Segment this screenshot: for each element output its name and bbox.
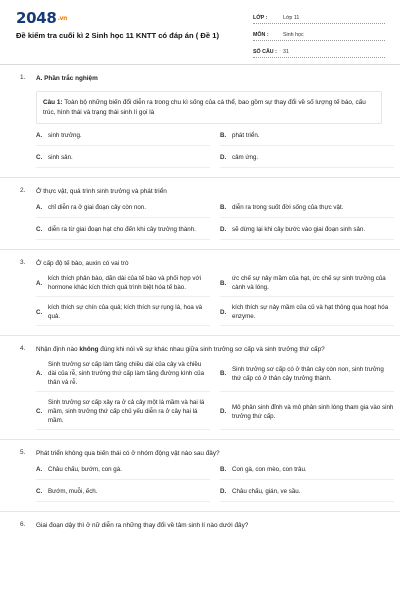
question-number: 3. <box>20 259 26 266</box>
question-text: Giai đoạn dậy thì ở nữ diễn ra những thay đổi về tâm sinh lí nào dưới đây? <box>36 522 249 529</box>
option-letter: A. <box>36 132 43 139</box>
header <box>0 0 400 65</box>
answer-option-a[interactable] <box>36 202 210 218</box>
meta-row-count <box>253 43 385 58</box>
option-text: Sinh trưởng sơ cấp có ở thân cây còn non, sinh trưởng thứ cấp có ở thân cây trưởng thành. <box>232 365 384 382</box>
answer-option-b[interactable] <box>220 274 394 297</box>
option-text: kích thích phân bào, dãn dài của tế bào và phối hợp với hormone khác kích thích quá trình biệt hóa tế bào. <box>48 275 201 291</box>
meta-value: Lớp 11 <box>283 15 300 21</box>
option-text: phát triển. <box>232 132 260 139</box>
option-letter: D. <box>220 308 227 316</box>
divider <box>0 335 400 336</box>
question-text: Ở cấp độ tế bào, auxin có vai trò <box>36 260 129 267</box>
section-title: A. Phần trắc nghiệm <box>36 75 98 82</box>
option-letter: C. <box>36 154 43 161</box>
answer-option-a[interactable] <box>36 274 210 297</box>
question-number: 6. <box>20 521 26 528</box>
meta-value: Sinh học <box>283 32 304 38</box>
option-text: Sinh trưởng sơ cấp làm tăng chiều dài của cây và chiều dài của rễ, sinh trưởng thứ cấp làm tăng đường kính của thân và rễ. <box>48 361 205 386</box>
divider <box>0 249 400 250</box>
option-letter: A. <box>36 466 43 473</box>
answer-option-a[interactable] <box>36 464 210 480</box>
option-letter: C. <box>36 226 43 233</box>
option-text: Châu chấu, gián, ve sầu. <box>232 488 301 495</box>
meta-info <box>253 9 385 60</box>
answer-option-c[interactable] <box>36 152 210 168</box>
option-text: Sinh trưởng sơ cấp xảy ra ở cả cây một lá mầm và hai lá mầm, sinh trưởng thứ cấp chủ yếu diễn ra ở cây hai lá mầm. <box>48 399 205 424</box>
option-text: cảm ứng. <box>232 154 259 161</box>
divider <box>0 511 400 512</box>
answer-option-c[interactable] <box>36 486 210 502</box>
question-number: 1. <box>20 74 26 81</box>
answer-option-c[interactable] <box>36 224 210 240</box>
logo-main: 2048 <box>16 9 57 27</box>
option-letter: A. <box>36 370 43 377</box>
question-1 <box>20 74 382 168</box>
option-letter: D. <box>220 226 227 233</box>
option-letter: B. <box>220 132 227 139</box>
option-letter: B. <box>220 279 227 287</box>
option-text: diễn ra từ giai đoạn hạt cho đến khi cây trưởng thành. <box>48 226 196 233</box>
answer-options <box>36 274 389 326</box>
question-text-part: đúng khi nói về sự khác nhau giữa sinh trưởng sơ cấp và sinh trưởng thứ cấp? <box>98 346 325 353</box>
question-number: 5. <box>20 449 26 456</box>
option-text: Con gà, con mèo, con trâu. <box>232 466 307 473</box>
option-text: ức chế sự nảy mầm của hạt, ức chế sự sinh trưởng của cành và lóng. <box>232 275 386 291</box>
answer-option-d[interactable] <box>220 398 394 430</box>
option-letter: B. <box>220 466 227 473</box>
answer-option-d[interactable] <box>220 152 394 168</box>
answer-options <box>36 360 394 430</box>
question-label: Câu 1: <box>43 99 63 106</box>
meta-row-class <box>253 9 385 24</box>
question-text-emphasis: không <box>79 346 99 353</box>
answer-option-d[interactable] <box>220 224 394 240</box>
option-letter: D. <box>220 488 227 495</box>
answer-options <box>36 202 382 240</box>
answer-option-c[interactable] <box>36 398 210 430</box>
question-number: 4. <box>20 345 26 352</box>
answer-option-b[interactable] <box>220 464 394 480</box>
question-text: Phát triển không qua biến thái có ở nhóm động vật nào sau đây? <box>36 450 220 457</box>
option-text: kích thích sự chín của quả; kích thích sự rụng lá, hoa và quả. <box>48 304 203 320</box>
option-text: sinh trưởng. <box>48 132 82 139</box>
question-text: Toàn bộ những biến đổi diễn ra trong chu kì sống của cá thể, bao gồm sự thay đổi về số lượng tế bào, cấu trúc, hình thái và trạng thái sinh lí gọi là <box>43 99 366 116</box>
option-text: sinh sản. <box>48 154 73 161</box>
option-letter: C. <box>36 488 43 495</box>
option-letter: D. <box>220 154 227 161</box>
answer-option-b[interactable] <box>220 202 394 218</box>
meta-key: SỐ CÂU : <box>253 49 277 55</box>
option-text: Mô phân sinh đỉnh và mô phân sinh lóng tham gia vào sinh trưởng thứ cấp. <box>232 403 394 420</box>
option-text: chỉ diễn ra ở giai đoạn cây còn non. <box>48 204 146 211</box>
option-text: sẽ dừng lại khi cây bước vào giai đoạn sinh sản. <box>232 226 366 233</box>
document-title: Đề kiểm tra cuối kì 2 Sinh học 11 KNTT có đáp án ( Đề 1) <box>16 31 219 40</box>
option-letter: B. <box>220 370 227 377</box>
meta-value: 31 <box>283 49 289 55</box>
logo-suffix: .vn <box>57 15 68 22</box>
answer-option-d[interactable] <box>220 303 394 326</box>
answer-option-a[interactable] <box>36 130 210 146</box>
answer-options <box>36 464 382 502</box>
meta-key: LỚP : <box>253 15 268 21</box>
meta-row-subject <box>253 26 385 41</box>
option-letter: C. <box>36 308 43 316</box>
meta-key: MÔN : <box>253 32 269 38</box>
answer-option-b[interactable] <box>220 360 394 392</box>
option-letter: A. <box>36 279 43 287</box>
site-logo[interactable] <box>16 9 67 27</box>
question-4 <box>20 345 394 430</box>
option-text: Bướm, muỗi, ếch. <box>48 488 98 495</box>
option-text: diễn ra trong suốt đời sống của thực vật. <box>232 204 344 211</box>
option-text: Châu chấu, bướm, con gà. <box>48 466 122 473</box>
question-1-box <box>36 91 382 124</box>
option-letter: D. <box>220 408 227 415</box>
option-letter: B. <box>220 204 227 211</box>
question-6 <box>20 521 382 530</box>
question-list <box>0 74 400 530</box>
option-letter: C. <box>36 408 43 415</box>
divider <box>0 177 400 178</box>
answer-option-c[interactable] <box>36 303 210 326</box>
question-5 <box>20 449 382 502</box>
option-text: kích thích sự nảy mầm của củ và hạt thông qua hoạt hóa enzyme. <box>232 304 389 320</box>
question-number: 2. <box>20 187 26 194</box>
question-3 <box>20 259 389 326</box>
question-text: Ở thực vật, quá trình sinh trưởng và phát triển <box>36 188 167 195</box>
question-2 <box>20 187 382 240</box>
question-text <box>36 345 382 354</box>
answer-option-d[interactable] <box>220 486 394 502</box>
option-letter: A. <box>36 204 43 211</box>
divider <box>0 439 400 440</box>
question-text-part: Nhận định nào <box>36 346 80 353</box>
answer-option-a[interactable] <box>36 360 210 392</box>
answer-options <box>36 130 382 168</box>
answer-option-b[interactable] <box>220 130 394 146</box>
